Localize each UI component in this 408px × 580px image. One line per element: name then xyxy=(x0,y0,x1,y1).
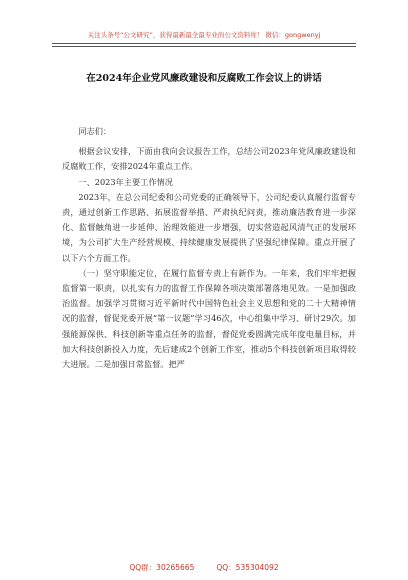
paragraph-1: 2023年，在总公司纪委和公司党委的正确领导下，公司纪委认真履行监督专责，通过创新工作思路、拓展监督举措、严肃执纪问责，推动廉洁教育进一步深化、监督触角进一步延伸、治理效能进一步增强，切实营造起风清气正的发展环境，为公司扩大生产经营规模、持续健康发展提供了坚强纪律保障。重点开展了以下六个方面工作。 xyxy=(62,191,356,263)
document-body xyxy=(62,124,356,372)
document-title: 在2024年企业党风廉政建设和反腐败工作会议上的讲话 xyxy=(86,73,322,84)
footer-contact xyxy=(0,562,408,573)
header-note: 关注头条号“公文研究”，获得最新最全最专业的公文资料库！ 微信：gongwenyj xyxy=(87,31,321,39)
footer-qq: QQ：535304092 xyxy=(216,563,279,572)
paragraph-2: （一）坚守职能定位，在履行监督专责上有新作为。一年来，我们牢牢把握监督第一职责，以扎实有力的监督工作保障各项决策部署落地见效。一是加强政治监督。加强学习贯彻习近平新时代中国特色社会主义思想和党的二十大精神情况的监督，督促党委开展“第一议题”学习46次，中心组集中学习、研讨29次。加强能源保供、科技创新等重点任务的监督，督促党委圆满完成年度电量目标，并加大科技创新投入力度，先后建成2个创新工作室，推动5个科技创新项目取得较大进展。二是加强日常监督。把严 xyxy=(62,267,356,370)
section-heading-1: 一、2023年主要工作情况 xyxy=(78,176,173,187)
intro-paragraph: 根据会议安排，下面由我向会议报告工作，总结公司2023年党风廉政建设和反腐败工作，安排2024年重点工作。 xyxy=(62,146,356,172)
footer-qq-group: QQ群：30265665 xyxy=(129,563,195,572)
header-rule-bottom xyxy=(52,46,356,47)
header-rule-top xyxy=(52,43,356,44)
greeting: 同志们： xyxy=(78,126,112,136)
